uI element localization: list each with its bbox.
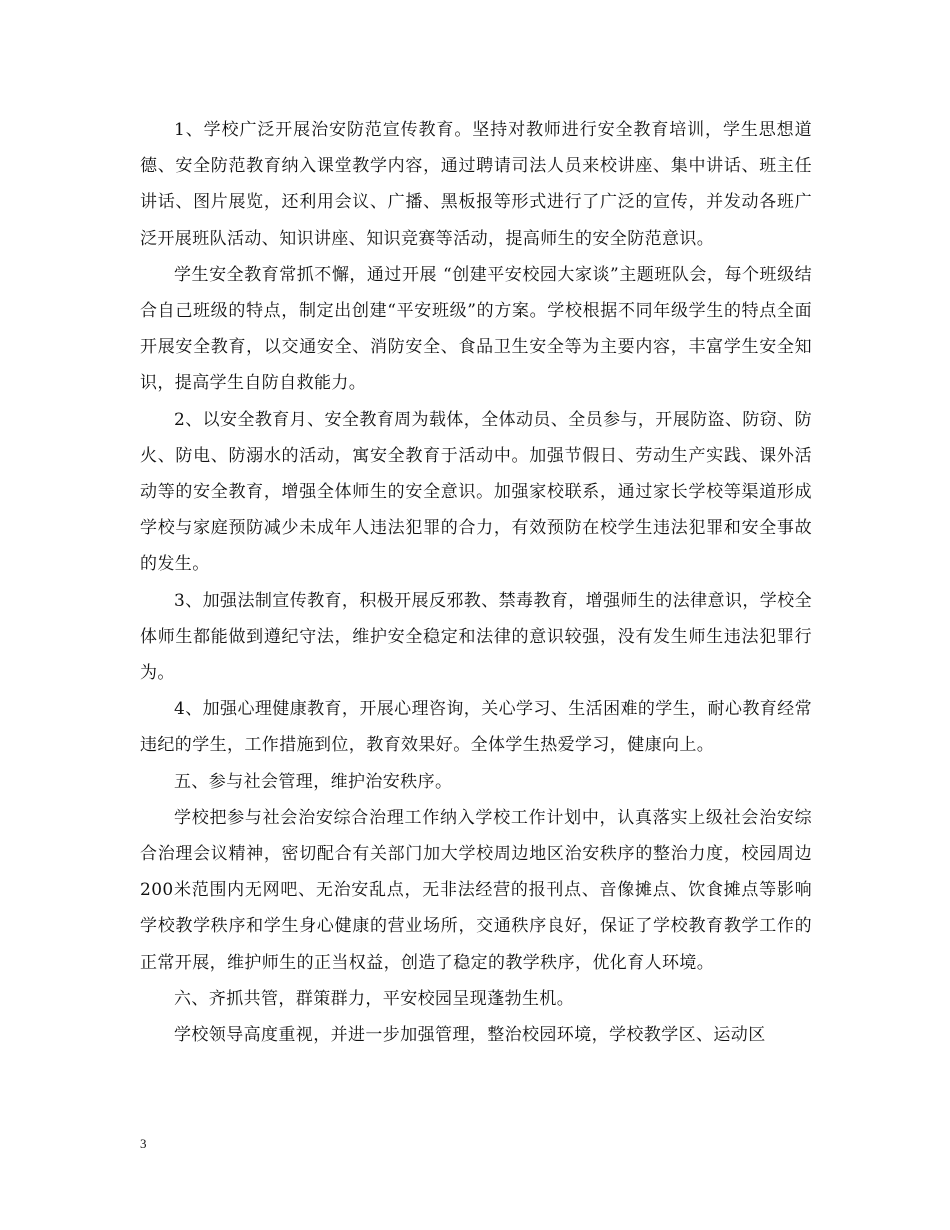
paragraph-5: 4、加强心理健康教育，开展心理咨询，关心学习、生活困难的学生，耐心教育经常违纪的学生，工作措施到位，教育效果好。全体学生热爱学习，健康向上。: [140, 699, 812, 756]
document-body: [140, 112, 812, 1053]
paragraph-2: 学生安全教育常抓不懈，通过开展 “创建平安校园大家谈”主题班队会，每个班级结合自己班级的特点，制定出创建“平安班级”的方案。学校根据不同年级学生的特点全面开展安全教育，以交通安全、消防安全、食品卫生安全等为主要内容，丰富学生安全知识，提高学生自防自救能力。: [140, 264, 812, 394]
paragraph-3: 2、以安全教育月、安全教育周为载体，全体动员、全员参与，开展防盗、防窃、防火、防电、防溺水的活动，寓安全教育于活动中。加强节假日、劳动生产实践、课外活动等的安全教育，增强全体师生的安全意识。加强家校联系，通过家长学校等渠道形成学校与家庭预防减少未成年人违法犯罪的合力，有效预防在校学生违法犯罪和安全事故的发生。: [140, 409, 812, 575]
section-heading-6: 六、齐抓共管，群策群力，平安校园呈现蓬勃生机。: [174, 988, 575, 1009]
paragraph-6: 学校把参与社会治安综合治理工作纳入学校工作计划中，认真落实上级社会治安综合治理会议精神，密切配合有关部门加大学校周边地区治安秩序的整治力度，校园周边200米范围内无网吧、无治安乱点，无非法经营的报刊点、音像摊点、饮食摊点等影响学校教学秩序和学生身心健康的营业场所，交通秩序良好，保证了学校教育教学工作的正常开展，维护师生的正当权益，创造了稳定的教学秩序，优化育人环境。: [140, 807, 812, 973]
paragraph-7: 学校领导高度重视，并进一步加强管理，整治校园环境，学校教学区、运动区: [174, 1025, 766, 1046]
section-heading-5: 五、参与社会管理，维护治安秩序。: [174, 771, 453, 792]
page-number: 3: [140, 1136, 147, 1151]
paragraph-4: 3、加强法制宣传教育，积极开展反邪教、禁毒教育，增强师生的法律意识，学校全体师生都能做到遵纪守法，维护安全稳定和法律的意识较强，没有发生师生违法犯罪行为。: [140, 590, 812, 684]
paragraph-1: 1、学校广泛开展治安防范宣传教育。坚持对教师进行安全教育培训，学生思想道德、安全防范教育纳入课堂教学内容，通过聘请司法人员来校讲座、集中讲话、班主任讲话、图片展览，还利用会议、广播、黑板报等形式进行了广泛的宣传，并发动各班广泛开展班队活动、知识讲座、知识竞赛等活动，提高师生的安全防范意识。: [140, 120, 812, 249]
